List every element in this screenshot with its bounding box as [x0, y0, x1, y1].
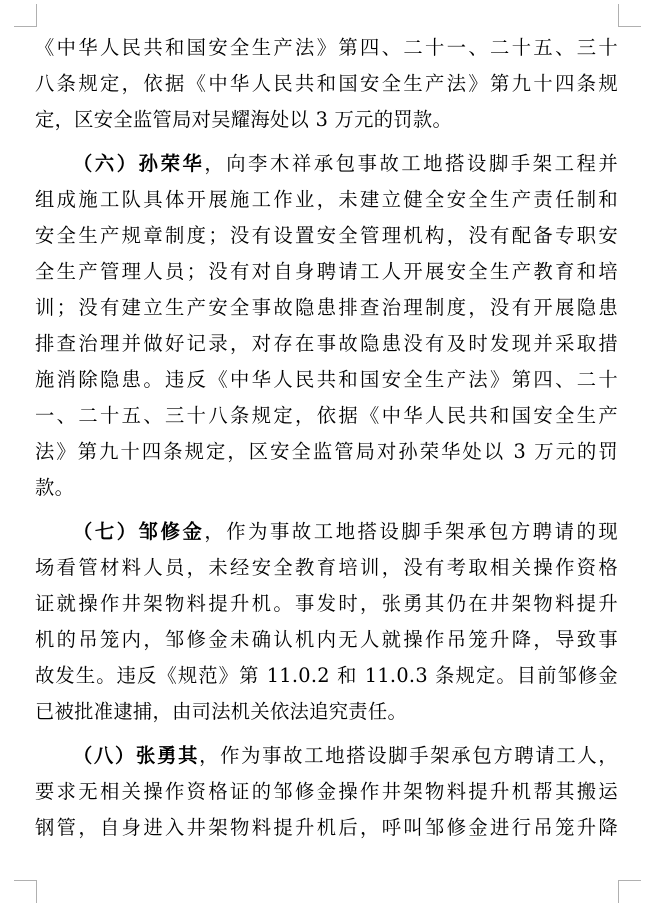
- text-line: 法》第九十四条规定，区安全监管局对孙荣华处以 3 万元的罚: [35, 440, 618, 463]
- text-line: 组成施工队具体开展施工作业，未建立健全安全生产责任制和: [35, 188, 618, 211]
- text-line: 八条规定，依据《中华人民共和国安全生产法》第九十四条规: [35, 72, 618, 95]
- text-line: 定，区安全监管局对吴耀海处以 3 万元的罚款。: [35, 108, 453, 131]
- crop-mark-top-right: [618, 4, 641, 27]
- text-span: ，作为事故工地搭设脚手架承包方聘请工人，: [199, 744, 618, 767]
- paragraph-heading-line: [35, 146, 618, 182]
- text-line: 《中华人民共和国安全生产法》第四、二十一、二十五、三十: [35, 36, 618, 59]
- document-body: [35, 30, 618, 846]
- crop-mark-bottom-left: [14, 880, 37, 903]
- text-line: 钢管，自身进入井架物料提升机后，呼叫邹修金进行吊笼升降: [35, 816, 618, 839]
- text-line: 要求无相关操作资格证的邹修金操作井架物料提升机帮其搬运: [35, 780, 618, 803]
- text-line: 一、二十五、三十八条规定，依据《中华人民共和国安全生产: [35, 404, 618, 427]
- text-span: ，向李木祥承包事故工地搭设脚手架工程并: [204, 152, 618, 175]
- paragraph-heading-line: [35, 738, 618, 774]
- text-line: 场看管材料人员，未经安全教育培训，没有考取相关操作资格: [35, 556, 618, 579]
- text-line: 故发生。违反《规范》第 11.0.2 和 11.0.3 条规定。目前邹修金: [35, 664, 618, 687]
- text-line: 排查治理并做好记录，对存在事故隐患没有及时发现并采取措: [35, 332, 618, 355]
- text-line: 安全生产规章制度；没有设置安全管理机构，没有配备专职安: [35, 224, 618, 247]
- crop-mark-bottom-right: [618, 880, 641, 903]
- text-line: 训；没有建立生产安全事故隐患排查治理制度，没有开展隐患: [35, 296, 618, 319]
- person-heading: （六）孙荣华: [73, 152, 205, 175]
- text-line: 施消除隐患。违反《中华人民共和国安全生产法》第四、二十: [35, 368, 618, 391]
- text-line: 证就操作井架物料提升机。事发时，张勇其仍在井架物料提升: [35, 592, 618, 615]
- text-line: 机的吊笼内，邹修金未确认机内无人就操作吊笼升降，导致事: [35, 628, 618, 651]
- text-line: 全生产管理人员；没有对自身聘请工人开展安全生产教育和培: [35, 260, 618, 283]
- text-line: 已被批准逮捕，由司法机关依法追究责任。: [35, 700, 408, 723]
- crop-mark-top-left: [14, 4, 37, 27]
- text-span: ，作为事故工地搭设脚手架承包方聘请的现: [204, 520, 618, 543]
- text-line: 款。: [35, 476, 75, 499]
- person-heading: （八）张勇其: [73, 744, 200, 767]
- person-heading: （七）邹修金: [73, 520, 205, 543]
- paragraph-heading-line: [35, 514, 618, 550]
